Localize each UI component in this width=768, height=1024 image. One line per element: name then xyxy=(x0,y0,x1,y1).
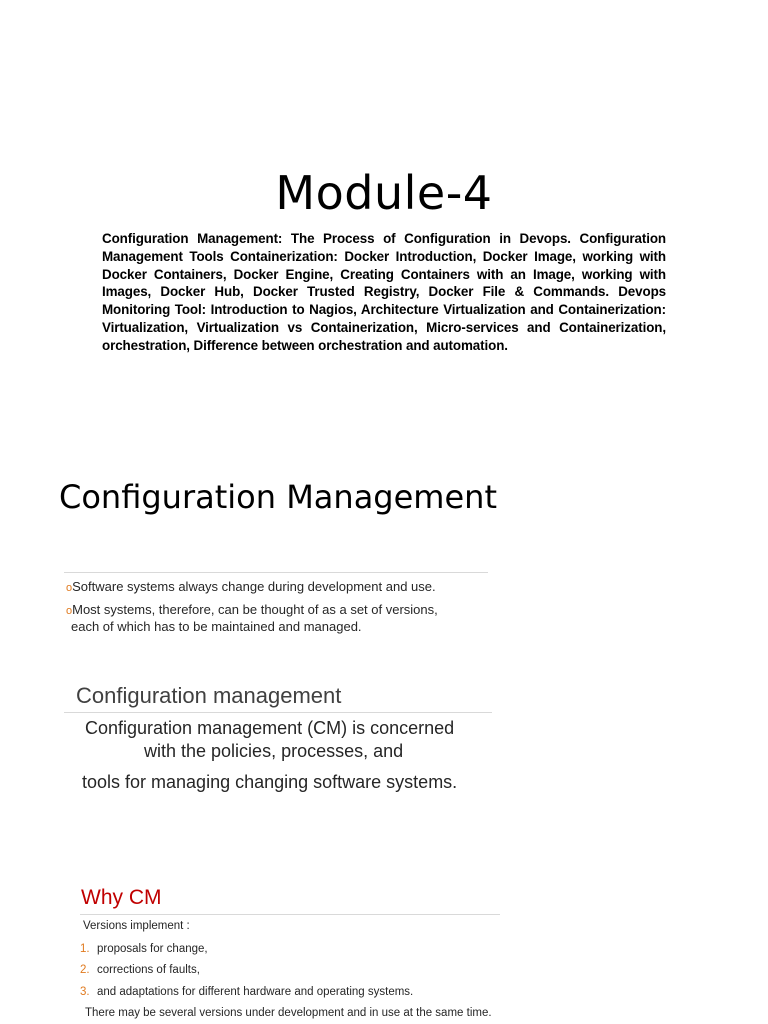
cm-definition-line: Configuration management (CM) is concerned xyxy=(85,718,455,738)
bullet-text: Software systems always change during development and use. xyxy=(72,579,436,594)
cm-definition-line: tools for managing changing software systems. xyxy=(82,772,458,792)
why-cm-heading: Why CM xyxy=(81,886,162,909)
module-syllabus: Configuration Management: The Process of Configuration in Devops. Configuration Management Tools Containerization: Docker Introduction, Docker Image, working with Docker Containers, Docker Engine, Creating Containers with an Image, working with Images, Docker Hub, Docker Trusted Registry, Docker File & Commands. Devops Monitoring Tool: Introduction to Nagios, Architecture Virtualization and Containerization: Virtualization, Virtualization vs Containerization, Micro-services and Containerization, orchestration, Difference between orchestration and automation. xyxy=(102,231,666,353)
why-cm-tail: There may be several versions under development and in use at the same time. xyxy=(85,1007,492,1019)
list-item xyxy=(80,943,208,955)
snippet-divider xyxy=(64,572,488,573)
bullet-continuation: each of which has to be maintained and managed. xyxy=(71,619,362,634)
list-number: 2. xyxy=(80,964,90,976)
list-number: 3. xyxy=(80,986,90,998)
bullet-item xyxy=(66,602,438,617)
list-text: proposals for change, xyxy=(97,943,208,955)
snippet-divider xyxy=(64,712,492,713)
bullet-icon: o xyxy=(66,582,73,594)
list-number: 1. xyxy=(80,943,90,955)
section-title: Configuration Management xyxy=(59,478,497,516)
list-text: corrections of faults, xyxy=(97,964,200,976)
list-item xyxy=(80,986,413,998)
bullet-text: Most systems, therefore, can be thought of as a set of versions, xyxy=(72,602,438,617)
bullet-item xyxy=(66,579,436,594)
list-item xyxy=(80,964,200,976)
cm-heading: Configuration management xyxy=(76,683,342,708)
why-cm-intro: Versions implement : xyxy=(83,920,190,932)
cm-definition-line: with the policies, processes, and xyxy=(144,741,404,761)
bullet-icon: o xyxy=(66,605,73,617)
snippet-divider xyxy=(80,914,500,915)
module-title: Module-4 xyxy=(275,166,493,220)
list-text: and adaptations for different hardware and operating systems. xyxy=(97,986,414,998)
